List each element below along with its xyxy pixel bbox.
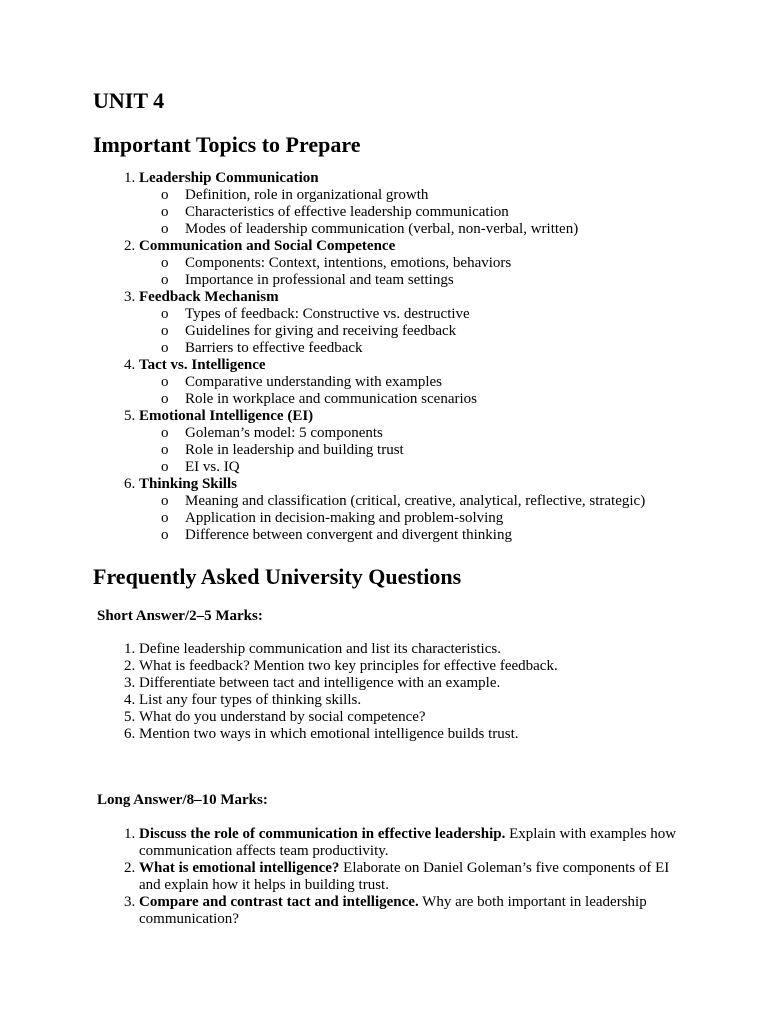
topic-item xyxy=(139,289,768,357)
short-questions-list xyxy=(93,641,768,743)
topic-title: Feedback Mechanism xyxy=(139,289,279,305)
short-question: 6. Mention two ways in which emotional intelligence builds trust. xyxy=(139,726,768,743)
long-question-rest: Why are both important in leadership communication? xyxy=(139,894,647,927)
topic-title: Leadership Communication xyxy=(139,170,319,186)
topic-points xyxy=(139,425,768,476)
unit-title: UNIT 4 xyxy=(93,88,165,113)
topic-point: o Role in leadership and building trust xyxy=(185,442,768,459)
long-question xyxy=(139,860,679,894)
topic-title: Thinking Skills xyxy=(139,476,237,492)
topic-point: o Comparative understanding with examples xyxy=(185,374,768,391)
topic-points xyxy=(139,306,768,357)
topic-points xyxy=(139,374,768,408)
topic-point: o Difference between convergent and divergent thinking xyxy=(185,527,768,544)
topic-item xyxy=(139,238,768,289)
short-question: 2. What is feedback? Mention two key principles for effective feedback. xyxy=(139,658,768,675)
topic-point: o Definition, role in organizational growth xyxy=(185,187,768,204)
topic-points xyxy=(139,493,768,544)
topic-point: o Meaning and classification (critical, creative, analytical, reflective, strategic) xyxy=(185,493,768,510)
long-question-lead: Discuss the role of communication in effective leadership. xyxy=(139,826,506,842)
topic-point: o Importance in professional and team settings xyxy=(185,272,768,289)
topic-item xyxy=(139,476,768,544)
topic-point: o Goleman’s model: 5 components xyxy=(185,425,768,442)
topic-point: o Characteristics of effective leadership communication xyxy=(185,204,768,221)
long-questions-list xyxy=(93,826,768,928)
long-question xyxy=(139,894,679,928)
short-question: 3. Differentiate between tact and intelligence with an example. xyxy=(139,675,768,692)
long-question-lead: Compare and contrast tact and intelligence. xyxy=(139,894,419,910)
topic-item xyxy=(139,170,768,238)
topic-point: o Components: Context, intentions, emotions, behaviors xyxy=(185,255,768,272)
faq-heading: Frequently Asked University Questions xyxy=(93,564,462,589)
long-question-rest: Elaborate on Daniel Goleman’s five components of EI and explain how it helps in building trust. xyxy=(139,860,670,893)
topic-item xyxy=(139,357,768,408)
short-question: 1. Define leadership communication and list its characteristics. xyxy=(139,641,768,658)
topics-list xyxy=(93,170,768,544)
topic-title: Communication and Social Competence xyxy=(139,238,396,254)
topic-point: o Guidelines for giving and receiving feedback xyxy=(185,323,768,340)
topic-title: Tact vs. Intelligence xyxy=(139,357,266,373)
topic-point: o EI vs. IQ xyxy=(185,459,768,476)
topic-point: o Modes of leadership communication (verbal, non-verbal, written) xyxy=(185,221,768,238)
topic-item xyxy=(139,408,768,476)
topic-point: o Types of feedback: Constructive vs. destructive xyxy=(185,306,768,323)
short-question: 4. List any four types of thinking skills. xyxy=(139,692,768,709)
topic-point: o Role in workplace and communication scenarios xyxy=(185,391,768,408)
long-question-rest: Explain with examples how communication affects team productivity. xyxy=(139,826,677,859)
topic-point: o Barriers to effective feedback xyxy=(185,340,768,357)
long-question-lead: What is emotional intelligence? xyxy=(139,860,340,876)
topics-heading: Important Topics to Prepare xyxy=(93,132,361,157)
topic-points xyxy=(139,187,768,238)
short-question: 5. What do you understand by social competence? xyxy=(139,709,768,726)
long-answer-heading: Long Answer/8–10 Marks: xyxy=(97,792,268,808)
topic-title: Emotional Intelligence (EI) xyxy=(139,408,314,424)
long-question xyxy=(139,826,679,860)
short-answer-heading: Short Answer/2–5 Marks: xyxy=(97,608,263,624)
topic-points xyxy=(139,255,768,289)
topic-point: o Application in decision-making and problem-solving xyxy=(185,510,768,527)
